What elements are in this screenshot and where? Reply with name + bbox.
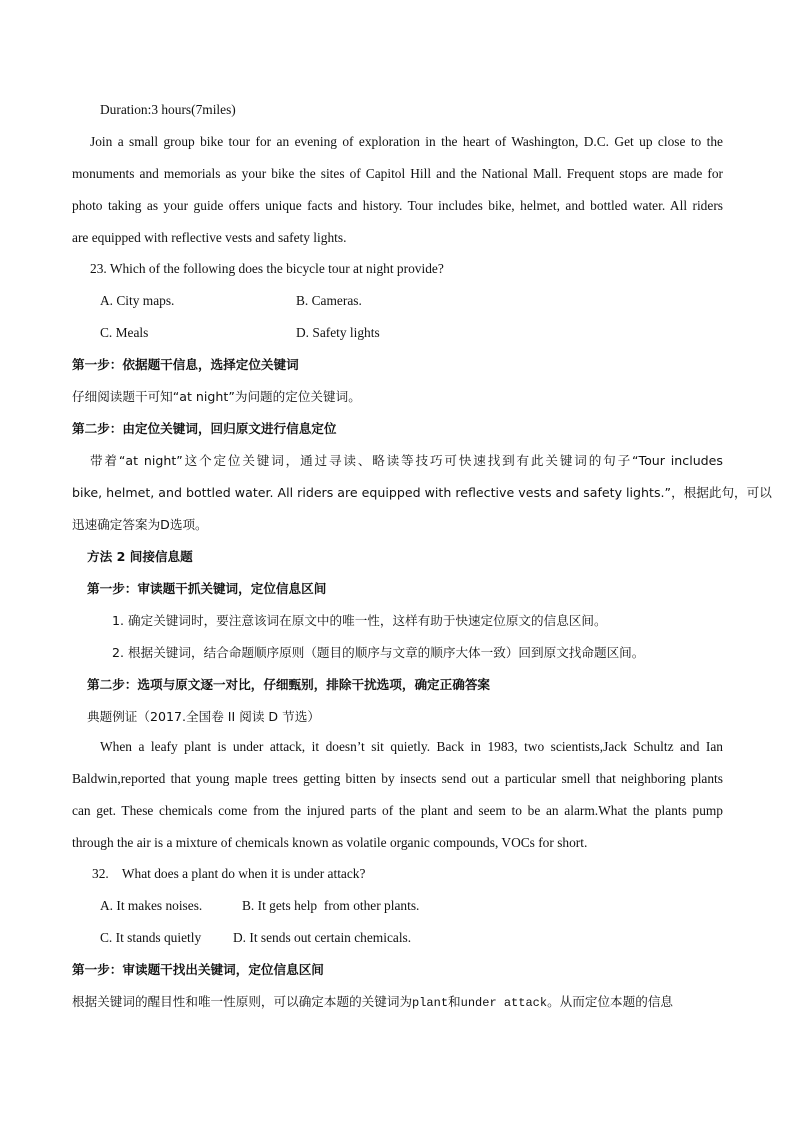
step1-text: 仔细阅读题干可知“at night”为问题的定位关键词。 [72, 389, 361, 404]
method2-step2: 第二步：选项与原文逐一对比，仔细甄别，排除干扰选项，确定正确答案 [87, 677, 490, 692]
example-source: 典题例证（2017.全国卷 II 阅读 D 节选） [87, 709, 320, 724]
question23-option-c: C. Meals [100, 325, 149, 340]
question32-option-d: D. It sends out certain chemicals. [233, 930, 412, 945]
question23-option-d: D. Safety lights [296, 325, 380, 340]
step3-text-pre: 根据关键词的醒目性和唯一性原则，可以确定本题的关键词为 [72, 994, 413, 1009]
step3-keyword-plant: plant [412, 996, 449, 1010]
question23-option-a: A. City maps. [100, 293, 175, 308]
question23-stem: 23. Which of the following does the bicycle tour at night provide? [90, 261, 444, 276]
step2-line-1: 带着“at night”这个定位关键词，通过寻读、略读等技巧可快速找到有此关键词的句子“Tour includes [90, 453, 723, 468]
question32-option-c: C. It stands quietly [100, 930, 202, 945]
step3-text [72, 993, 723, 1012]
duration-line: Duration:3 hours(7miles) [100, 102, 236, 117]
question32-option-a: A. It makes noises. [100, 898, 203, 913]
question23-option-b: B. Cameras. [296, 293, 362, 308]
passage1-line-3: photo taking as your guide offers unique facts and history. Tour includes bike, helmet, and bottled water. All riders [72, 198, 723, 213]
passage2-line-3: can get. These chemicals come from the injured parts of the plant and seem to be an alarm.What the plants pump [72, 803, 723, 818]
question32-stem: 32. What does a plant do when it is under attack? [92, 866, 366, 881]
step3-text-post: 。从而定位本题的信息 [547, 994, 673, 1009]
method2-point-2: 2. 根据关键词，结合命题顺序原则（题目的顺序与文章的顺序大体一致）回到原文找命题区间。 [112, 645, 645, 660]
step3-heading: 第一步：审读题干找出关键词，定位信息区间 [72, 962, 324, 977]
step1-heading: 第一步：依据题干信息，选择定位关键词 [72, 357, 299, 372]
passage2-line-1: When a leafy plant is under attack, it doesn’t sit quietly. Back in 1983, two scientists,Jack Schultz and Ian [100, 739, 723, 754]
step2-line-2: bike, helmet, and bottled water. All riders are equipped with reflective vests and safety lights.”，根据此句，可以 [72, 485, 772, 500]
passage1-line-2: monuments and memorials as your bike the sites of Capitol Hill and the National Mall. Frequent stops are made for [72, 166, 723, 181]
step2-heading: 第二步：由定位关键词，回归原文进行信息定位 [72, 421, 337, 436]
question32-option-b: B. It gets help from other plants. [242, 898, 420, 913]
method2-step1: 第一步：审读题干抓关键词，定位信息区间 [87, 581, 327, 596]
passage2-line-2: Baldwin,reported that young maple trees getting bitten by insects send out a particular smell that neighboring plants [72, 771, 723, 786]
step3-text-mid: 和 [448, 994, 461, 1009]
passage1-line-4: are equipped with reflective vests and safety lights. [72, 230, 347, 245]
passage1-line-1: Join a small group bike tour for an evening of exploration in the heart of Washington, D.C. Get up close to the [90, 134, 723, 149]
method2-point-1: 1. 确定关键词时，要注意该词在原文中的唯一性，这样有助于快速定位原文的信息区间。 [112, 613, 607, 628]
step3-keyword-under-attack: under attack [460, 996, 548, 1010]
passage2-line-4: through the air is a mixture of chemicals known as volatile organic compounds, VOCs for short. [72, 835, 588, 850]
step2-line-3: 迅速确定答案为D选项。 [72, 517, 208, 532]
method2-heading: 方法 2 间接信息题 [87, 549, 193, 564]
